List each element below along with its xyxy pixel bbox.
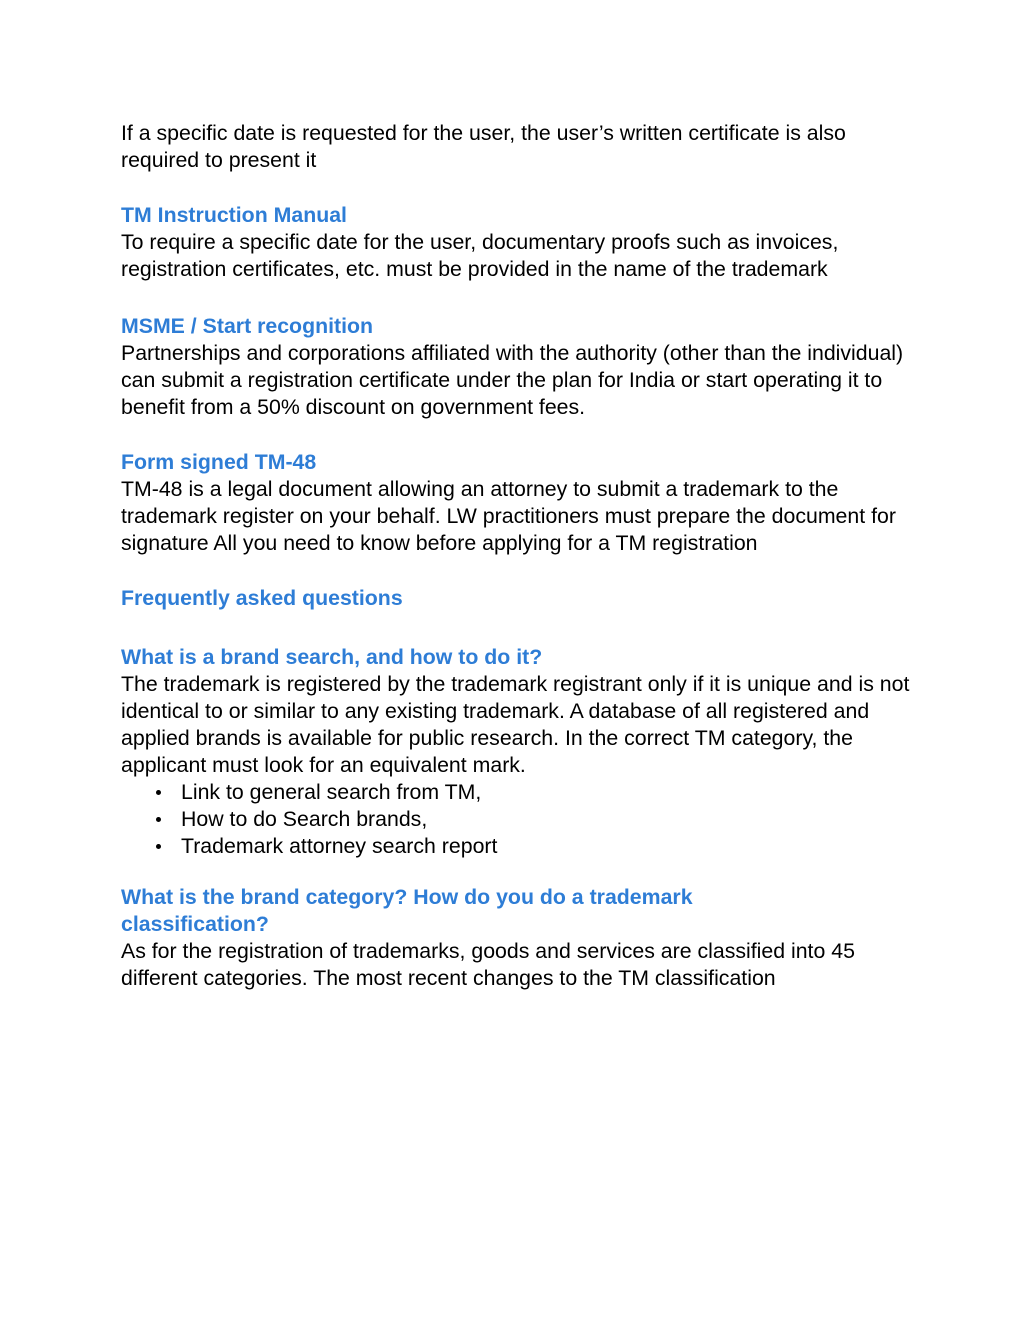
brand-search-bullet-list bbox=[121, 779, 911, 860]
faq-question-brand-category: What is the brand category? How do you do a trademark classification? bbox=[121, 885, 693, 936]
heading-msme-start-recognition: MSME / Start recognition bbox=[121, 314, 374, 338]
bullet-icon bbox=[156, 790, 161, 795]
bullet-icon bbox=[156, 844, 161, 849]
paragraph-msme-start-recognition: Partnerships and corporations affiliated with the authority (other than the individual) can submit a registration certificate under the plan for India or start operating it to benefit from a 50% discount on government fees. bbox=[121, 341, 904, 419]
intro-paragraph: If a specific date is requested for the user, the user’s written certificate is also required to present it bbox=[121, 121, 846, 172]
paragraph-tm-instruction-manual: To require a specific date for the user, documentary proofs such as invoices, registration certificates, etc. must be provided in the name of the trademark bbox=[121, 230, 839, 281]
heading-tm-instruction-manual: TM Instruction Manual bbox=[121, 203, 347, 227]
list-item bbox=[121, 779, 911, 806]
list-item-text: Link to general search from TM, bbox=[181, 780, 482, 804]
list-item bbox=[121, 833, 911, 860]
paragraph-form-signed-tm48: TM-48 is a legal document allowing an attorney to submit a trademark to the trademark register on your behalf. LW practitioners must prepare the document for signature All you need to know before applying for a TM registration bbox=[121, 477, 896, 555]
document-content bbox=[121, 120, 911, 992]
heading-frequently-asked-questions: Frequently asked questions bbox=[121, 586, 403, 610]
heading-form-signed-tm48: Form signed TM-48 bbox=[121, 450, 317, 474]
list-item-text: How to do Search brands, bbox=[181, 807, 428, 831]
faq-answer-brand-search: The trademark is registered by the trademark registrant only if it is unique and is not identical to or similar to any existing trademark. A database of all registered and applied brands is available for public research. In the correct TM category, the applicant must look for an equivalent mark. bbox=[121, 672, 910, 777]
list-item bbox=[121, 806, 911, 833]
faq-question-brand-search: What is a brand search, and how to do it? bbox=[121, 645, 543, 669]
list-item-text: Trademark attorney search report bbox=[181, 834, 498, 858]
bullet-icon bbox=[156, 817, 161, 822]
faq-answer-brand-category: As for the registration of trademarks, goods and services are classified into 45 different categories. The most recent changes to the TM classification bbox=[121, 939, 855, 990]
